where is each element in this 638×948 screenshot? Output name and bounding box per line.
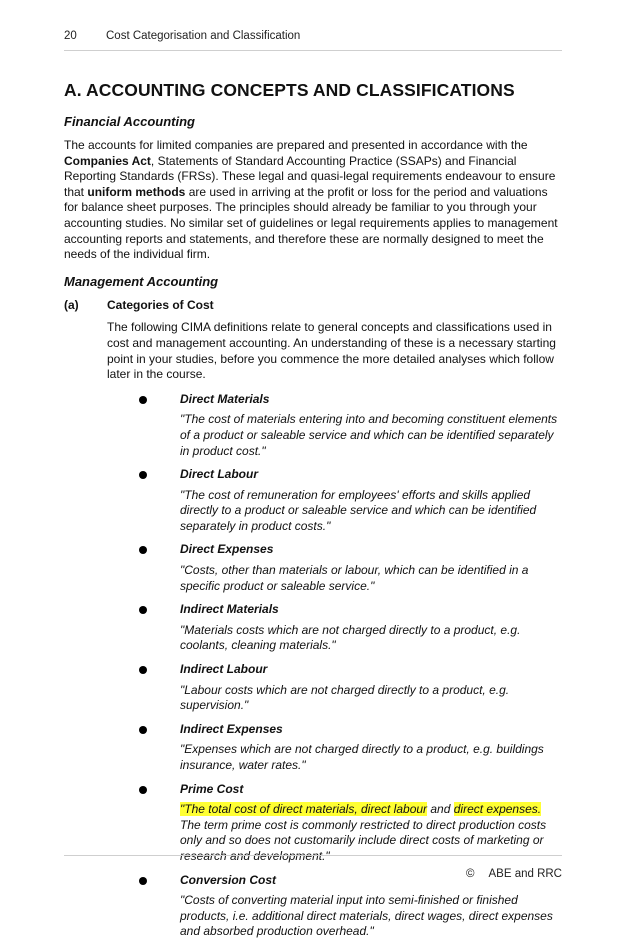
header-divider [64, 50, 562, 51]
cost-term: Conversion Cost [180, 872, 277, 887]
fa-text-2: , Statements of Standard Accounting Practice (SSAPs) and Financial Reporting Standards (FRSs). These legal and quasi-legal requirements endeavour to ensure that [64, 153, 556, 199]
cost-definition: "Expenses which are not charged directly to a product, e.g. buildings insurance, water rates." [180, 742, 544, 772]
cost-term: Indirect Expenses [180, 721, 283, 736]
highlighted-text: direct expenses. [453, 802, 542, 817]
cost-term: Indirect Materials [180, 602, 279, 617]
list-item [139, 602, 562, 654]
cost-term: Direct Labour [180, 467, 259, 482]
cost-definition: "The cost of remuneration for employees' efforts and skills applied directly to a product or saleable service and which can be identified separately in product costs." [180, 487, 537, 533]
bullet-icon [139, 396, 147, 404]
categories-title: Categories of Cost [107, 297, 214, 312]
categories-body [107, 320, 562, 940]
cost-term: Prime Cost [180, 781, 244, 796]
fa-text-1: The accounts for limited companies are prepared and presented in accordance with the [64, 138, 528, 152]
definition-text: The term prime cost is commonly restricted to direct production costs only and so does not customarily include direct costs of marketing or research and development." [180, 817, 547, 863]
page-content [64, 72, 562, 948]
categories-label: (a) [64, 297, 79, 312]
bullet-icon [139, 666, 147, 674]
footer-text: ABE and RRC [488, 868, 562, 880]
cost-definition: "Costs, other than materials or labour, which can be identified in a specific product or saleable service." [180, 563, 529, 593]
list-item [139, 722, 562, 774]
list-item [139, 392, 562, 459]
list-item [139, 542, 562, 594]
page-number: 20 [64, 30, 77, 42]
footer-divider [64, 855, 562, 856]
financial-accounting-paragraph [64, 138, 562, 263]
management-accounting-heading: Management Accounting [64, 273, 219, 289]
bullet-icon [139, 546, 147, 554]
cost-definition: "The cost of materials entering into and becoming constituent elements of a product or saleable service and which can be identified separately in product cost." [180, 412, 558, 458]
uniform-methods-term: uniform methods [87, 184, 186, 199]
cost-definition: "Materials costs which are not charged directly to a product, e.g. coolants, cleaning materials." [180, 622, 521, 653]
bullet-icon [139, 606, 147, 614]
cost-definition: "Labour costs which are not charged directly to a product, e.g. supervision." [180, 682, 510, 713]
highlighted-text: "The total cost of direct materials, direct labour [180, 802, 428, 817]
fa-text-3: are used in arriving at the profit or loss for the period and valuations for balance sheet purposes. The principles should already be familiar to you through your accounting studies. No similar set of guidelines or legal requirements applies to management accounting reports and statements, and therefore these are normally designed to meet the needs of the individual firm. [64, 184, 558, 262]
definition-text: and [427, 802, 454, 817]
page-footer [466, 868, 562, 880]
bullet-icon [139, 471, 147, 479]
list-item [139, 467, 562, 534]
bullet-icon [139, 877, 147, 885]
financial-accounting-heading: Financial Accounting [64, 114, 195, 129]
cost-term: Direct Expenses [180, 542, 274, 557]
cost-definition: "Costs of converting material input into semi-finished or finished products, i.e. additional direct materials, direct wages, direct expenses and absorbed production overhead." [180, 893, 553, 939]
companies-act-term: Companies Act [64, 153, 151, 168]
bullet-icon [139, 726, 147, 734]
list-item [139, 873, 562, 940]
categories-intro: The following CIMA definitions relate to general concepts and classifications used in cost and management accounting. An understanding of these is a necessary starting point in your studies, before you commence the more detailed analyses which follow later in the course. [107, 320, 556, 382]
cost-term: Indirect Labour [180, 662, 268, 677]
cost-term: Direct Materials [180, 391, 270, 406]
bullet-icon [139, 786, 147, 794]
section-title: A. ACCOUNTING CONCEPTS AND CLASSIFICATIONS [64, 80, 515, 100]
list-item [139, 782, 562, 865]
list-item [139, 662, 562, 714]
header-title: Cost Categorisation and Classification [106, 30, 301, 42]
categories-heading [64, 298, 562, 314]
copyright-symbol: © [466, 868, 475, 880]
page-header [64, 30, 562, 42]
